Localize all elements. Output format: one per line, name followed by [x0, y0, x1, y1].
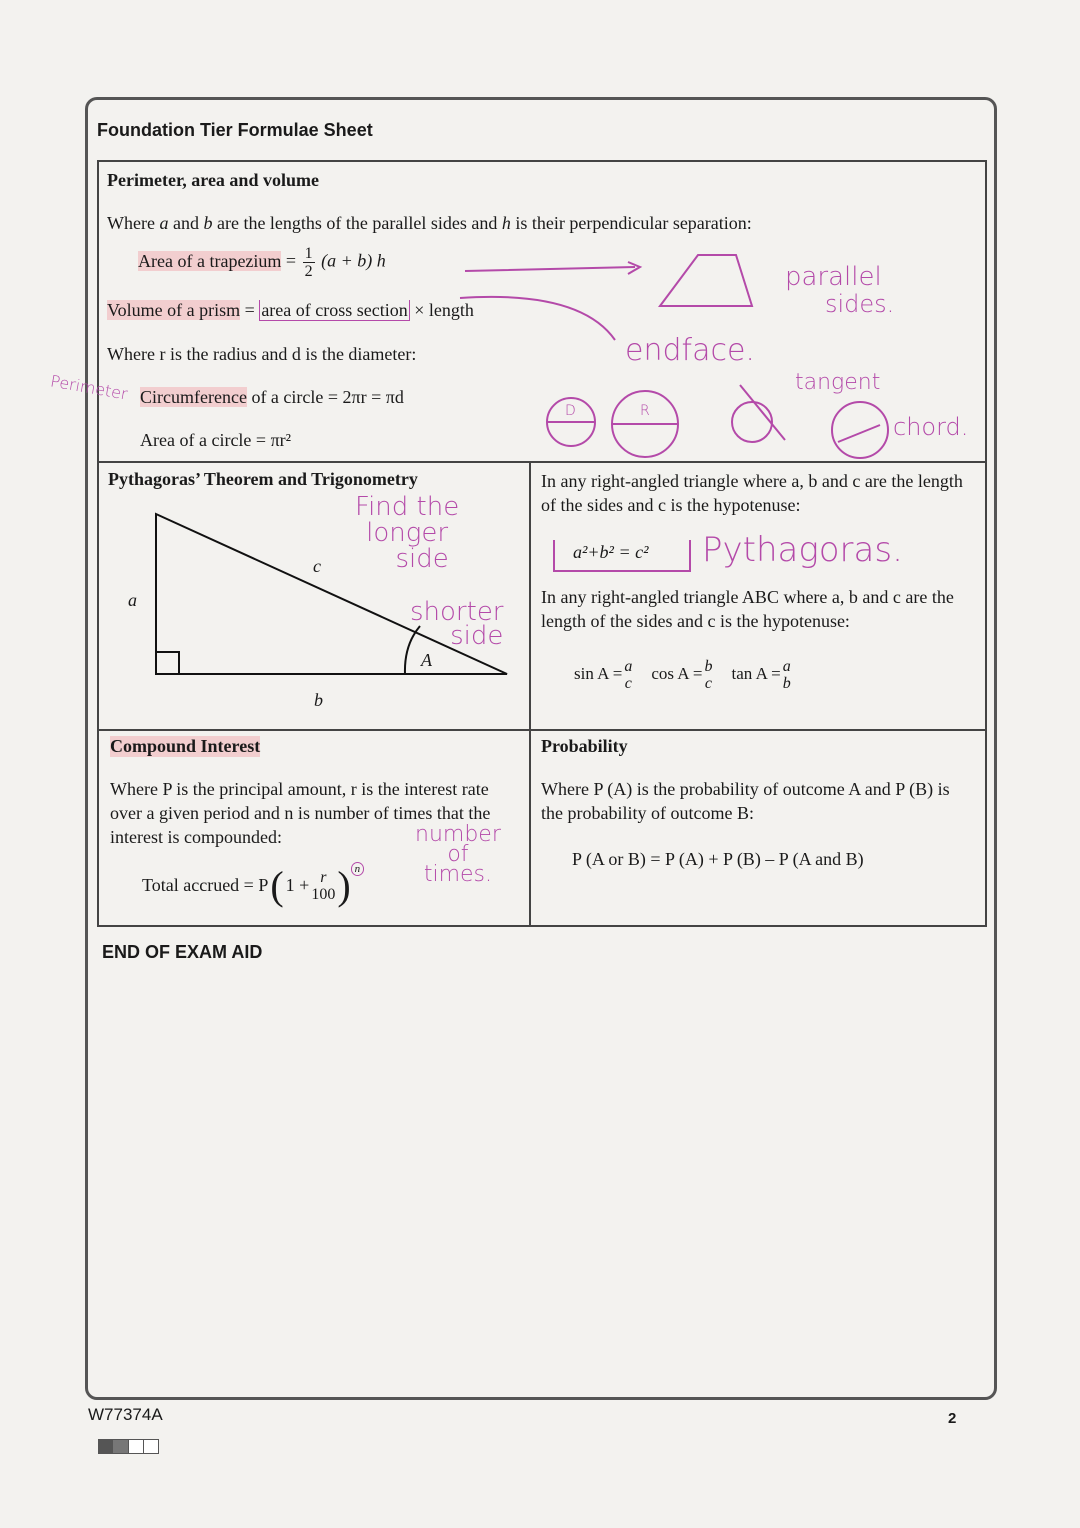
pythagoras-formula: a²+b² = c² — [553, 540, 691, 572]
arrow-sketch — [465, 262, 640, 274]
trig-text: In any right-angled triangle ABC where a, b and c are the length of the sides and c is the hypotenuse: — [541, 587, 954, 631]
annotation-perimeter: Perimeter — [48, 371, 130, 404]
annotation-longer-side: Find the longer side — [355, 492, 460, 574]
section-heading-probability: Probability — [541, 736, 628, 756]
probability-text: Where P (A) is the probability of outcome A and P (B) is the probability of outcome B: — [541, 779, 950, 823]
divider — [529, 462, 531, 927]
right-triangle-diagram — [150, 510, 520, 680]
section-heading-pythagoras: Pythagoras’ Theorem and Trigonometry — [108, 469, 418, 489]
section-heading-perimeter: Perimeter, area and volume — [107, 170, 319, 190]
compound-formula: Total accrued = P ( 1 + r 100 ) n — [142, 862, 364, 909]
trig-formulas — [574, 658, 793, 692]
barcode-boxes — [98, 1439, 159, 1454]
section-heading-compound: Compound Interest — [110, 736, 261, 756]
annotation-endface: endface. — [625, 333, 755, 368]
annotation-r: R — [640, 403, 650, 419]
cos-formula: cos A = b c — [651, 658, 713, 692]
circle-intro: Where r is the radius and d is the diameter: — [107, 344, 417, 364]
trapezium-sketch — [660, 255, 752, 306]
circumference-formula: Circumference of a circle = 2πr = πd — [140, 387, 404, 407]
circle-sketch — [832, 402, 888, 458]
annotation-parallel: parallel — [785, 262, 882, 292]
label-angle-a: A — [421, 650, 432, 670]
label-a: a — [128, 590, 137, 610]
perimeter-intro: Where a and b are the lengths of the parallel sides and h is their perpendicular separation: — [107, 213, 752, 233]
prism-formula: Volume of a prism = area of cross section × length — [107, 300, 474, 320]
paper-code: W77374A — [88, 1405, 163, 1424]
arrow-sketch — [460, 297, 615, 340]
probability-formula: P (A or B) = P (A) + P (B) – P (A and B) — [572, 849, 864, 869]
divider — [97, 461, 987, 463]
annotation-shorter-side: shorter side — [410, 597, 504, 651]
sin-formula: sin A = a c — [574, 658, 633, 692]
sheet-title: Foundation Tier Formulae Sheet — [97, 120, 373, 140]
annotation-d: D — [565, 403, 576, 419]
annotation-pythagoras: Pythagoras. — [702, 530, 903, 570]
end-of-exam-aid: END OF EXAM AID — [102, 942, 263, 962]
area-circle-formula: Area of a circle = πr² — [140, 430, 292, 450]
compound-text: Where P is the principal amount, r is the interest rate over a given period and n is number of times that the interest is compounded: — [110, 779, 491, 847]
annotation-chord: chord. — [893, 413, 969, 441]
divider — [97, 729, 987, 731]
annotation-number-of-times: number of times. — [415, 822, 501, 887]
annotation-tangent: tangent — [795, 370, 881, 395]
pythagoras-text: In any right-angled triangle where a, b and c are the length of the sides and c is the hypotenuse: — [541, 471, 963, 515]
label-b: b — [314, 690, 323, 710]
annotation-sides: sides. — [825, 290, 895, 318]
page-number: 2 — [948, 1410, 957, 1427]
circle-sketch — [732, 402, 772, 442]
trapezium-formula: Area of a trapezium = $\frac{1}{2}$ (a + b) h — [138, 245, 386, 280]
label-c: c — [313, 556, 321, 576]
tan-formula: tan A = a b — [731, 658, 791, 692]
